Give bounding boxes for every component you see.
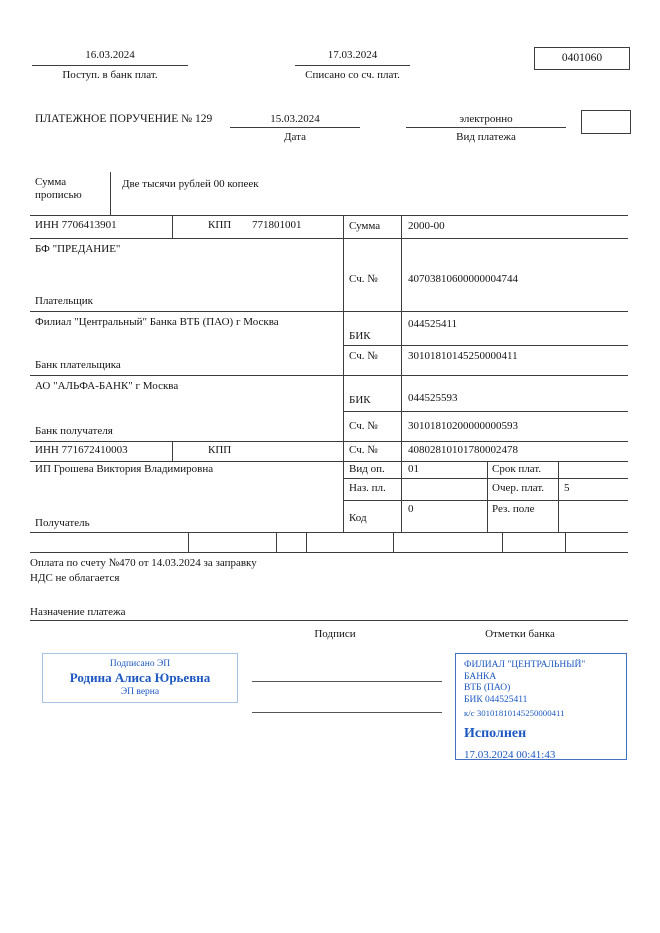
- received-in-bank-label: Поступ. в банк плат.: [62, 69, 158, 81]
- signature-line-2: [252, 712, 442, 713]
- table-line: [30, 375, 628, 376]
- debited-from-account-label: Списано со сч. плат.: [305, 69, 400, 81]
- priority-label: Очер. плат.: [492, 482, 545, 494]
- amount-in-words: Две тысячи рублей 00 копеек: [122, 178, 259, 190]
- table-line: [558, 461, 559, 532]
- table-line: [30, 532, 628, 533]
- purpose-line-2: НДС не облагается: [30, 572, 120, 584]
- payer-bank-bik-label: БИК: [349, 330, 371, 342]
- table-line: [30, 552, 628, 553]
- document-title: ПЛАТЕЖНОЕ ПОРУЧЕНИЕ № 129: [35, 113, 213, 125]
- payer-inn: ИНН 7706413901: [35, 219, 117, 231]
- document-date: 15.03.2024: [270, 113, 320, 125]
- payee-inn: ИНН 771672410003: [35, 444, 128, 456]
- purpose-label: Назначение платежа: [30, 606, 126, 618]
- payer-bank-bik: 044525411: [408, 318, 458, 330]
- table-line: [343, 215, 344, 532]
- purpose-code-label: Наз. пл.: [349, 482, 386, 494]
- form-code-box: [534, 47, 630, 70]
- tax-row-divider: [188, 532, 189, 552]
- payee-bank-bik: 044525593: [408, 392, 458, 404]
- payee-account: 40802810101780002478: [408, 444, 518, 456]
- purpose-underline: [30, 620, 628, 621]
- op-kind-value: 01: [408, 463, 419, 475]
- payee-bank-account: 30101810200000000593: [408, 420, 518, 432]
- bank-marks-title: Отметки банка: [485, 628, 555, 640]
- payer-label: Плательщик: [35, 295, 93, 307]
- table-line: [343, 478, 628, 479]
- e-signature-verified-label: ЭП верна: [120, 687, 160, 697]
- bank-execution-stamp: [455, 653, 627, 760]
- payee-bank-label: Банк получателя: [35, 425, 113, 437]
- received-in-bank-date: 16.03.2024: [85, 49, 135, 61]
- signatures-title: Подписи: [314, 628, 356, 640]
- payee-name: ИП Грошева Виктория Владимировна: [35, 463, 214, 475]
- op-kind-label: Вид оп.: [349, 463, 385, 475]
- payee-account-label: Сч. №: [349, 444, 378, 456]
- payee-bank-name: АО "АЛЬФА-БАНК" г Москва: [35, 380, 179, 392]
- amount-words-divider: [110, 172, 111, 215]
- bank-stamp-bik: БИК 044525411: [464, 694, 528, 705]
- purpose-line-1: Оплата по счету №470 от 14.03.2024 за заправку: [30, 557, 257, 569]
- received-in-bank-underline: [32, 65, 188, 66]
- priority-value: 5: [564, 482, 570, 494]
- e-signature-signed-label: Подписано ЭП: [109, 659, 171, 669]
- table-line: [343, 411, 628, 412]
- payer-account: 40703810600000004744: [408, 273, 518, 285]
- table-line: [30, 215, 628, 216]
- table-line: [30, 238, 628, 239]
- table-line: [172, 215, 173, 238]
- e-signature-stamp: [42, 653, 238, 703]
- payee-kpp-label: КПП: [208, 444, 232, 456]
- code-value: 0: [408, 503, 414, 515]
- amount-in-words-label: Сумма прописью: [35, 176, 82, 201]
- reserve-field-label: Рез. поле: [492, 503, 535, 515]
- tax-row-divider: [276, 532, 277, 552]
- amount-label: Сумма: [349, 220, 381, 232]
- debited-from-account-underline: [295, 65, 410, 66]
- table-line: [401, 215, 402, 532]
- bank-stamp-name-line-2: ВТБ (ПАО): [464, 683, 511, 693]
- payer-bank-account-label: Сч. №: [349, 350, 378, 362]
- bank-stamp-status: Исполнен: [464, 726, 527, 741]
- pay-term-label: Срок плат.: [492, 463, 542, 475]
- debited-from-account-date: 17.03.2024: [327, 49, 378, 61]
- payee-label: Получатель: [35, 517, 90, 529]
- payer-name: БФ "ПРЕДАНИЕ": [35, 243, 121, 255]
- payer-kpp: 771801001: [252, 219, 302, 231]
- payee-bank-bik-label: БИК: [349, 394, 371, 406]
- table-line: [30, 441, 628, 442]
- document-date-label: Дата: [284, 131, 306, 143]
- table-line: [487, 461, 488, 532]
- payer-bank-label: Банк плательщика: [35, 359, 121, 371]
- tax-row-divider: [306, 532, 307, 552]
- signature-line-1: [252, 681, 442, 682]
- payer-account-label: Сч. №: [349, 273, 378, 285]
- amount-value: 2000-00: [408, 220, 445, 232]
- table-line: [172, 441, 173, 461]
- payment-kind-value: электронно: [459, 113, 513, 125]
- payer-bank-account: 30101810145250000411: [408, 350, 518, 362]
- bank-stamp-corr-account: к/с 30101810145250000411: [464, 708, 565, 718]
- bank-stamp-name-line-1: ФИЛИАЛ "ЦЕНТРАЛЬНЫЙ" БАНКА: [464, 660, 586, 682]
- document-date-underline: [230, 127, 360, 128]
- payment-kind-underline: [406, 127, 566, 128]
- form-code: 0401060: [561, 52, 603, 64]
- tax-row-divider: [393, 532, 394, 552]
- payee-bank-account-label: Сч. №: [349, 420, 378, 432]
- table-line: [343, 345, 628, 346]
- code-label: Код: [349, 512, 367, 524]
- table-line: [343, 500, 628, 501]
- status-code-box: [581, 110, 631, 134]
- tax-row-divider: [565, 532, 566, 552]
- payment-kind-label: Вид платежа: [456, 131, 516, 143]
- bank-stamp-executed-datetime: 17.03.2024 00:41:43: [464, 749, 556, 761]
- payer-kpp-label: КПП: [208, 219, 232, 231]
- tax-row-divider: [502, 532, 503, 552]
- e-signature-signer-name: Родина Алиса Юрьевна: [69, 670, 211, 685]
- table-line: [30, 311, 628, 312]
- payer-bank-name: Филиал "Центральный" Банка ВТБ (ПАО) г Москва: [35, 316, 279, 328]
- table-line: [30, 461, 628, 462]
